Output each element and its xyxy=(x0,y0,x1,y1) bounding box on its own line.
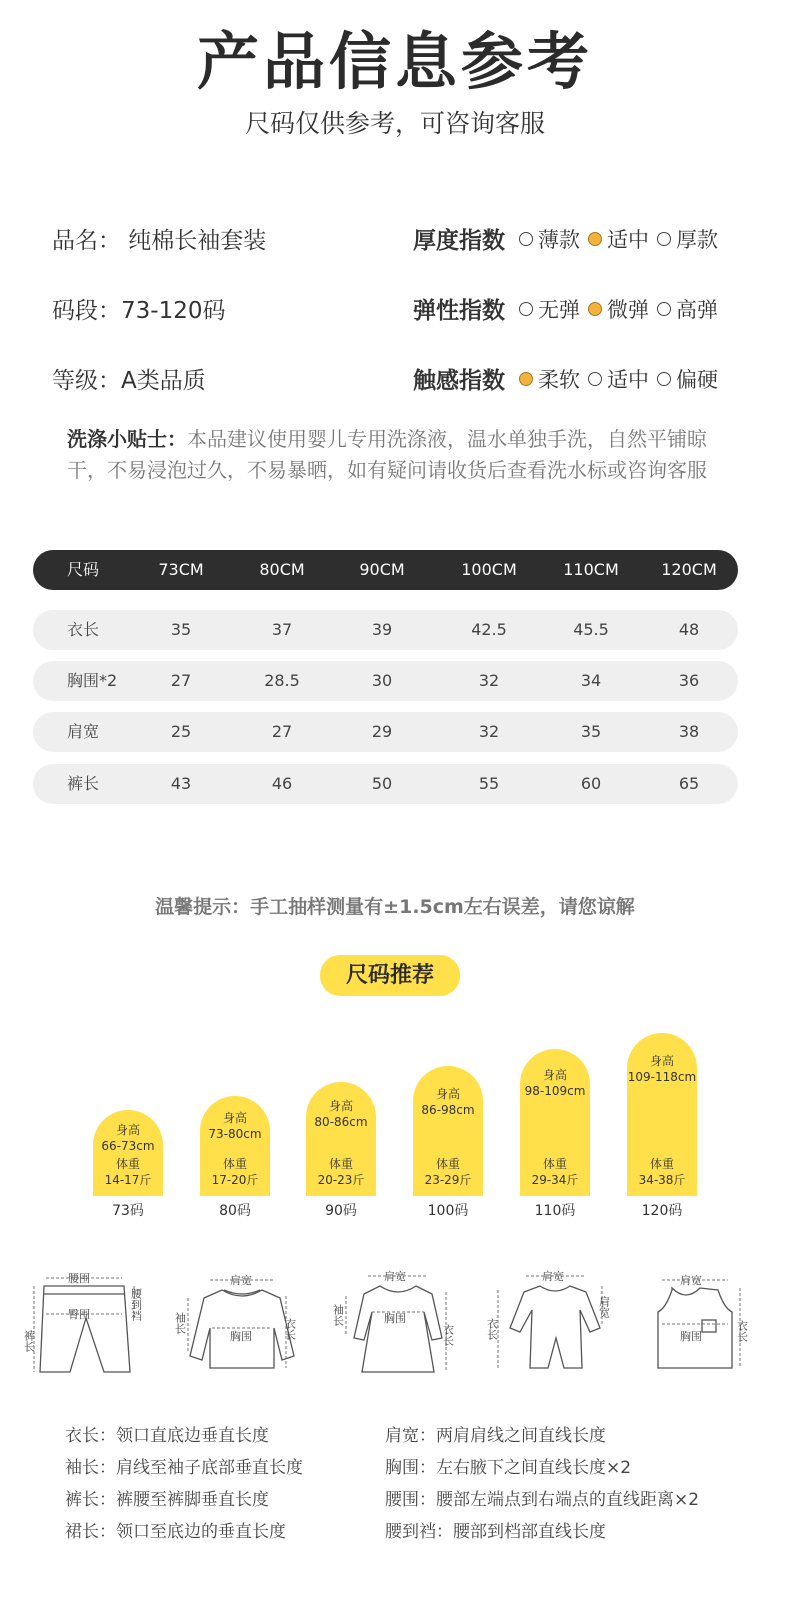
table-cell: 38 xyxy=(678,722,700,741)
chest-label: 胸围 xyxy=(680,1330,702,1343)
definition-item: 胸围：左右腋下之间直线长度×2 xyxy=(385,1458,632,1478)
index-label: 厚度指数 xyxy=(413,228,505,254)
length-label: 衣长 xyxy=(441,1324,455,1346)
table-header-cell: 110CM xyxy=(563,560,619,579)
table-row xyxy=(33,764,738,804)
recommend-size-label: 73码 xyxy=(112,1203,144,1219)
recommend-size-label: 100码 xyxy=(427,1203,469,1219)
size-range: 码段：73-120码 xyxy=(52,298,226,324)
table-header-cell: 100CM xyxy=(461,560,517,579)
table-cell: 30 xyxy=(371,671,393,690)
table-cell: 35 xyxy=(170,620,192,639)
recommend-bar: 身高 80-86cm 体重 20-23斤 xyxy=(306,1082,376,1196)
size-table-header xyxy=(33,550,738,590)
quality-grade: 等级：A类品质 xyxy=(52,368,206,394)
definition-item: 衣长：领口直底边垂直长度 xyxy=(65,1426,269,1446)
radio-dot-selected-icon xyxy=(588,232,602,246)
definition-item: 肩宽：两肩肩线之间直线长度 xyxy=(385,1426,606,1446)
chest-label: 胸围 xyxy=(230,1330,252,1343)
index-thickness xyxy=(413,222,726,255)
table-cell: 29 xyxy=(371,722,393,741)
product-name: 品名： 纯棉长袖套装 xyxy=(52,228,267,254)
length-label: 衣长 xyxy=(485,1318,499,1340)
recommend-bar: 身高 98-109cm 体重 29-34斤 xyxy=(520,1049,590,1196)
crotch-label: 腰到裆 xyxy=(129,1288,143,1321)
table-cell: 50 xyxy=(371,774,393,793)
page-subtitle: 尺码仅供参考，可咨询客服 xyxy=(244,109,545,138)
table-header-cell: 120CM xyxy=(661,560,717,579)
table-cell: 28.5 xyxy=(264,671,300,690)
radio-dot-icon xyxy=(657,372,671,386)
table-cell: 39 xyxy=(371,620,393,639)
table-cell: 25 xyxy=(170,722,192,741)
table-cell: 48 xyxy=(678,620,700,639)
waist-label: 腰围 xyxy=(68,1272,90,1285)
recommend-bar: 身高 73-80cm 体重 17-20斤 xyxy=(200,1096,270,1196)
shoulder-label: 肩宽 xyxy=(542,1270,564,1283)
table-cell: 27 xyxy=(170,671,192,690)
shoulder-side-label: 肩宽 xyxy=(597,1296,611,1318)
definition-item: 裙长：领口至底边的垂直长度 xyxy=(65,1522,286,1542)
tips-title: 洗涤小贴士： xyxy=(67,427,187,451)
recommend-size-label: 110码 xyxy=(534,1203,576,1219)
romper-diagram-icon xyxy=(485,1268,620,1383)
radio-dot-selected-icon xyxy=(588,302,602,316)
length-label: 衣长 xyxy=(283,1318,297,1340)
table-cell: 衣长 xyxy=(67,620,100,639)
sleeve-label: 袖长 xyxy=(331,1304,345,1326)
page-title: 产品信息参考 xyxy=(196,25,593,98)
option-thick: 厚款 xyxy=(657,224,718,254)
recommend-bar: 身高 66-73cm 体重 14-17斤 xyxy=(93,1110,163,1196)
option-soft: 柔软 xyxy=(519,364,580,394)
index-label: 触感指数 xyxy=(413,368,505,394)
definition-item: 腰围：腰部左端点到右端点的直线距离×2 xyxy=(385,1490,700,1510)
recommend-size-label: 120码 xyxy=(641,1203,683,1219)
table-header-cell: 80CM xyxy=(259,560,305,579)
tips-text: 本品建议使用婴儿专用洗涤液，温水单独手洗，自然平铺晾干，不易浸泡过久，不易暴晒，如有疑问请收货后查看洗水标或咨询客服 xyxy=(67,427,707,482)
table-cell: 43 xyxy=(170,774,192,793)
radio-dot-icon xyxy=(519,232,533,246)
recommend-bar: 身高 109-118cm 体重 34-38斤 xyxy=(627,1033,697,1196)
table-row xyxy=(33,661,738,701)
sweater-diagram-icon xyxy=(173,1268,308,1383)
index-label: 弹性指数 xyxy=(413,298,505,324)
table-cell: 45.5 xyxy=(573,620,609,639)
option-hard: 偏硬 xyxy=(657,364,718,394)
option-slight: 微弹 xyxy=(588,294,649,324)
option-thin: 薄款 xyxy=(519,224,580,254)
table-cell: 42.5 xyxy=(471,620,507,639)
option-medium: 适中 xyxy=(588,224,649,254)
washing-tips xyxy=(67,424,727,486)
table-row xyxy=(33,712,738,752)
definition-item: 袖长：肩线至袖子底部垂直长度 xyxy=(65,1458,303,1478)
table-cell: 裤长 xyxy=(67,774,100,793)
option-none: 无弹 xyxy=(519,294,580,324)
table-cell: 胸围*2 xyxy=(67,671,118,690)
table-header-cell: 尺码 xyxy=(67,560,100,579)
table-row xyxy=(33,610,738,650)
length-label: 衣长 xyxy=(735,1320,749,1342)
table-cell: 55 xyxy=(478,774,500,793)
radio-dot-icon xyxy=(588,372,602,386)
index-feel xyxy=(413,362,726,395)
table-cell: 60 xyxy=(580,774,602,793)
definition-item: 裤长：裤腰至裤脚垂直长度 xyxy=(65,1490,269,1510)
table-cell: 32 xyxy=(478,722,500,741)
table-cell: 34 xyxy=(580,671,602,690)
radio-dot-icon xyxy=(519,302,533,316)
chest-label: 胸围 xyxy=(384,1312,406,1325)
radio-dot-icon xyxy=(657,302,671,316)
recommend-size-label: 90码 xyxy=(325,1203,357,1219)
table-cell: 35 xyxy=(580,722,602,741)
table-header-cell: 73CM xyxy=(158,560,204,579)
pants-length-label: 裤长 xyxy=(22,1330,36,1352)
index-elasticity xyxy=(413,292,726,325)
table-cell: 肩宽 xyxy=(67,722,100,741)
vest-diagram-icon xyxy=(644,1268,754,1383)
option-high: 高弹 xyxy=(657,294,718,324)
shoulder-label: 肩宽 xyxy=(384,1270,406,1283)
hip-label: 臀围 xyxy=(68,1308,90,1321)
table-cell: 36 xyxy=(678,671,700,690)
size-recommend-title: 尺码推荐 xyxy=(320,955,460,996)
dress-diagram-icon xyxy=(331,1268,461,1383)
radio-dot-selected-icon xyxy=(519,372,533,386)
shoulder-label: 肩宽 xyxy=(230,1274,252,1287)
table-header-cell: 90CM xyxy=(359,560,405,579)
table-cell: 65 xyxy=(678,774,700,793)
pants-diagram-icon xyxy=(22,1268,151,1383)
recommend-size-label: 80码 xyxy=(219,1203,251,1219)
table-cell: 27 xyxy=(271,722,293,741)
radio-dot-icon xyxy=(657,232,671,246)
table-cell: 37 xyxy=(271,620,293,639)
table-cell: 46 xyxy=(271,774,293,793)
table-cell: 32 xyxy=(478,671,500,690)
sleeve-label: 袖长 xyxy=(173,1312,187,1334)
measurement-warning: 温馨提示：手工抽样测量有±1.5cm左右误差，请您谅解 xyxy=(155,896,635,918)
shoulder-label: 肩宽 xyxy=(680,1274,702,1287)
option-medium: 适中 xyxy=(588,364,649,394)
definition-item: 腰到裆：腰部到档部直线长度 xyxy=(385,1522,606,1542)
recommend-bar: 身高 86-98cm 体重 23-29斤 xyxy=(413,1066,483,1196)
